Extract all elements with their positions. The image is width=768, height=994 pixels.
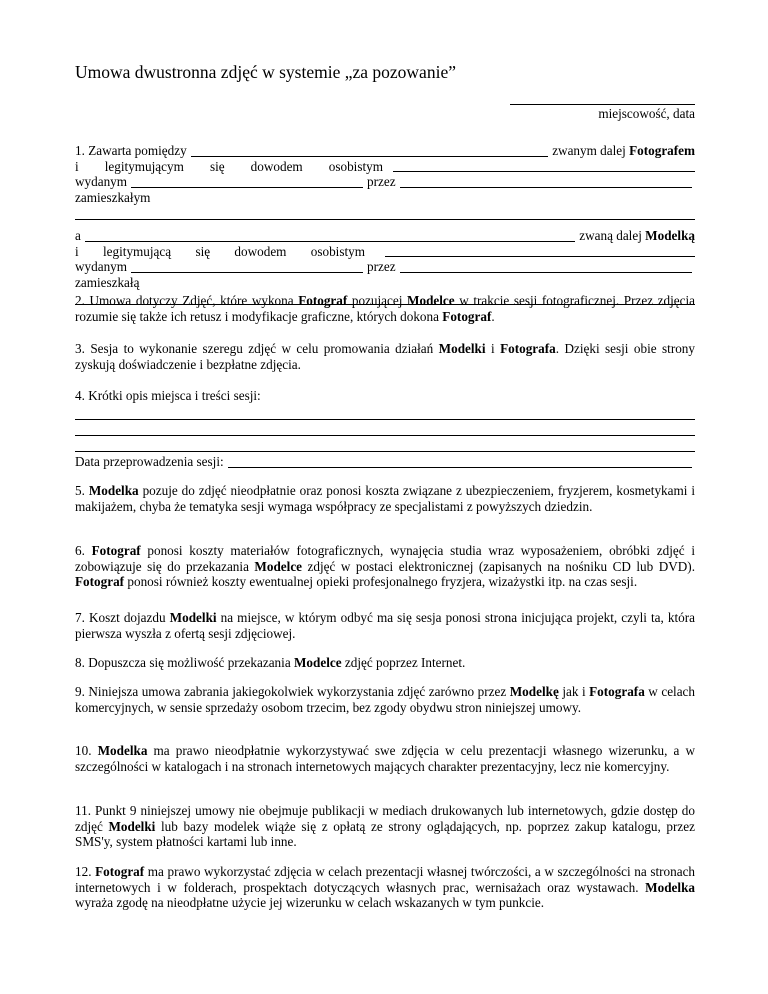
photographer-residence-field[interactable]: [75, 205, 695, 220]
text-fragment: ma prawo nieodpłatnie wykorzystywać swe zdjęcia w celu prezentacji własnego wizerunku, a w szczególności w katalogach i na stronach internetowych mających charakter prezentacyjny, lecz nie komercyjny.: [75, 743, 696, 774]
residence-label: zamieszkałą: [75, 274, 140, 290]
text-fragment: Fotografa: [500, 341, 556, 356]
photographer-issued-row: [75, 174, 695, 190]
id-word: i: [75, 158, 79, 174]
place-date-label: miejscowość, data: [598, 106, 695, 121]
text-fragment: Modelkę: [509, 684, 559, 699]
text-fragment: w celach komercyjnych, w sensie sprzedaży osobom trzecim, bez zgody obydwu stron niniejszej umowy.: [75, 684, 696, 715]
by-label: przez: [367, 174, 396, 189]
text-fragment: Modelki: [108, 818, 156, 834]
model-name-row: [75, 228, 695, 244]
clause-11: [75, 803, 695, 850]
text-fragment: ponosi również koszty ewentualnej opieki profesjonalnego fryzjera, wizażystki itp. na czas sesji.: [124, 574, 638, 589]
id-word: i: [75, 243, 79, 259]
text-fragment: Fotograf: [75, 574, 125, 589]
text-fragment: 12.: [75, 864, 96, 879]
photographer-name-field[interactable]: [191, 155, 549, 157]
clause-3: [75, 341, 695, 372]
text-fragment: 11. Punkt 9 niniejszej umowy nie obejmuje publikacji w mediach drukowanych lub internetowych, gdzie dostęp do zdjęć: [75, 803, 695, 834]
photographer-name-row: [75, 143, 695, 159]
model-issued-row: [75, 259, 695, 275]
text-fragment: Modelce: [293, 655, 342, 670]
place-date-field[interactable]: [510, 88, 695, 121]
clause-12: [75, 864, 695, 911]
text-fragment: 9. Niniejsza umowa zabrania jakiegokolwiek wykorzystania zdjęć zarówno przez: [75, 684, 510, 699]
text-fragment: jak i: [558, 684, 590, 699]
clause-2: [75, 293, 695, 324]
model-issued-field[interactable]: [131, 271, 363, 273]
session-date-field[interactable]: [228, 466, 692, 468]
issued-label: wydanym: [75, 259, 128, 274]
by-label: przez: [367, 259, 396, 274]
text-fragment: pozującej: [347, 293, 408, 308]
clause-4: [75, 388, 695, 452]
model-issuer-field[interactable]: [400, 271, 692, 273]
text-fragment: Modelki: [169, 610, 217, 625]
clause-8: [75, 655, 695, 671]
id-word: się: [195, 243, 211, 259]
clause-6: [75, 543, 695, 590]
clause-4-label: 4. Krótki opis miejsca i treści sesji:: [75, 388, 261, 403]
text-fragment: 6.: [75, 543, 92, 558]
id-word: się: [209, 158, 225, 174]
text-fragment: na miejsce, w którym odbyć ma się sesja ponosi strona inicjująca projekt, czyli ta, która pierwsza wyszła z ofertą sesji zdjęciowej.: [75, 610, 695, 641]
session-description-line[interactable]: [75, 436, 695, 452]
text-fragment: Modelka: [645, 879, 695, 895]
text-fragment: 3. Sesja to wykonanie szeregu zdjęć w celu promowania działań: [75, 341, 439, 356]
text-fragment: . Dzięki sesji obie strony zyskują doświadczenie i bezpłatne zdjęcia.: [75, 341, 695, 372]
clause-10: [75, 743, 695, 774]
text-fragment: w trakcie sesji fotograficznej. Przez zdjęcia rozumie się także ich retusz i modyfikacje graficzne, których dokona: [75, 293, 695, 324]
residence-label: zamieszkałym: [75, 189, 151, 205]
model-role: Modelką: [645, 228, 695, 243]
text-fragment: 5.: [75, 483, 89, 498]
text-fragment: pozuje do zdjęć nieodpłatnie oraz ponosi koszta związane z ubezpieczeniem, fryzjerem, kosmetykami i makijażem, chyba że tematyka sesji wymaga współpracy ze specjalistami z powyższych dziedzin.: [75, 483, 696, 514]
text-fragment: Fotograf: [298, 293, 348, 308]
text-fragment: 8. Dopuszcza się możliwość przekazania: [75, 655, 294, 670]
model-id-field[interactable]: [385, 255, 695, 257]
text-fragment: wyraża zgodę na nieodpłatne użycie jej wizerunku w celach wskazanych w tym punkcie.: [75, 895, 545, 910]
text-fragment: Modelka: [88, 483, 139, 498]
id-word: legitymującym: [104, 158, 184, 174]
parties-section: [75, 143, 695, 305]
id-word: legitymującą: [103, 243, 172, 259]
clause-9: [75, 684, 695, 715]
text-fragment: Modelce: [407, 293, 455, 308]
issued-label: wydanym: [75, 174, 128, 189]
text-fragment: ma prawo wykorzystać zdjęcia w celach prezentacji własnej twórczości, a w szczególności na stronach internetowych i w folderach, prospektach dotyczących własnych prac, wernisażach oraz wystawach.: [75, 864, 696, 895]
called-text: zwaną dalej: [579, 228, 642, 243]
text-fragment: Fotografa: [589, 684, 645, 699]
photographer-issuer-field[interactable]: [400, 186, 692, 188]
section-number: 1.: [75, 143, 85, 158]
text-fragment: 7. Koszt dojazdu: [75, 610, 170, 625]
text-fragment: Modelka: [97, 743, 148, 758]
photographer-id-field[interactable]: [393, 170, 695, 172]
session-description-line[interactable]: [75, 404, 695, 420]
photographer-residence-row: [75, 190, 695, 206]
page-title: Umowa dwustronna zdjęć w systemie „za pozowanie”: [75, 62, 456, 82]
text-fragment: 2. Umowa dotyczy Zdjęć, które wykona: [75, 293, 299, 308]
photographer-id-row: [75, 159, 695, 175]
text-fragment: ponosi koszty materiałów fotograficznych, wynajęcia studia wraz wyposażeniem, obróbki zdjęć i zobowiązuje się do przekazania: [75, 543, 696, 574]
model-residence-row: [75, 275, 695, 291]
intro-text: Zawarta pomiędzy: [88, 143, 187, 158]
id-word: dowodem: [234, 243, 287, 259]
text-fragment: Fotograf: [91, 543, 141, 558]
text-fragment: Fotograf: [95, 864, 145, 879]
text-fragment: Modelki: [438, 341, 486, 356]
id-word: dowodem: [250, 158, 303, 174]
photographer-issued-field[interactable]: [131, 186, 363, 188]
photographer-role: Fotografem: [629, 143, 695, 158]
text-fragment: Modelce: [254, 558, 303, 574]
place-date-line[interactable]: [510, 88, 695, 105]
model-id-row: [75, 244, 695, 260]
session-date-row: [75, 454, 695, 470]
clause-5: [75, 483, 695, 514]
model-name-field[interactable]: [85, 240, 575, 242]
session-date-label: Data przeprowadzenia sesji:: [75, 454, 224, 469]
called-text: zwanym dalej: [552, 143, 626, 158]
text-fragment: Fotograf: [442, 308, 492, 324]
session-description-line[interactable]: [75, 420, 695, 436]
id-word: osobistym: [328, 158, 383, 174]
text-fragment: i: [485, 341, 501, 356]
text-fragment: 10.: [75, 743, 98, 758]
and-text: a: [75, 228, 81, 243]
text-fragment: .: [491, 308, 495, 324]
clause-7: [75, 610, 695, 641]
id-word: osobistym: [310, 243, 365, 259]
text-fragment: lub bazy modelek wiąże się z opłatą ze strony oglądających, np. poprzez zakup katalogu, przez SMS'y, system płatności kartami lub inne.: [75, 818, 695, 849]
text-fragment: zdjęć poprzez Internet.: [341, 655, 466, 670]
text-fragment: zdjęć w postaci elektronicznej (zapisanych na nośniku CD lub DVD).: [302, 558, 695, 574]
